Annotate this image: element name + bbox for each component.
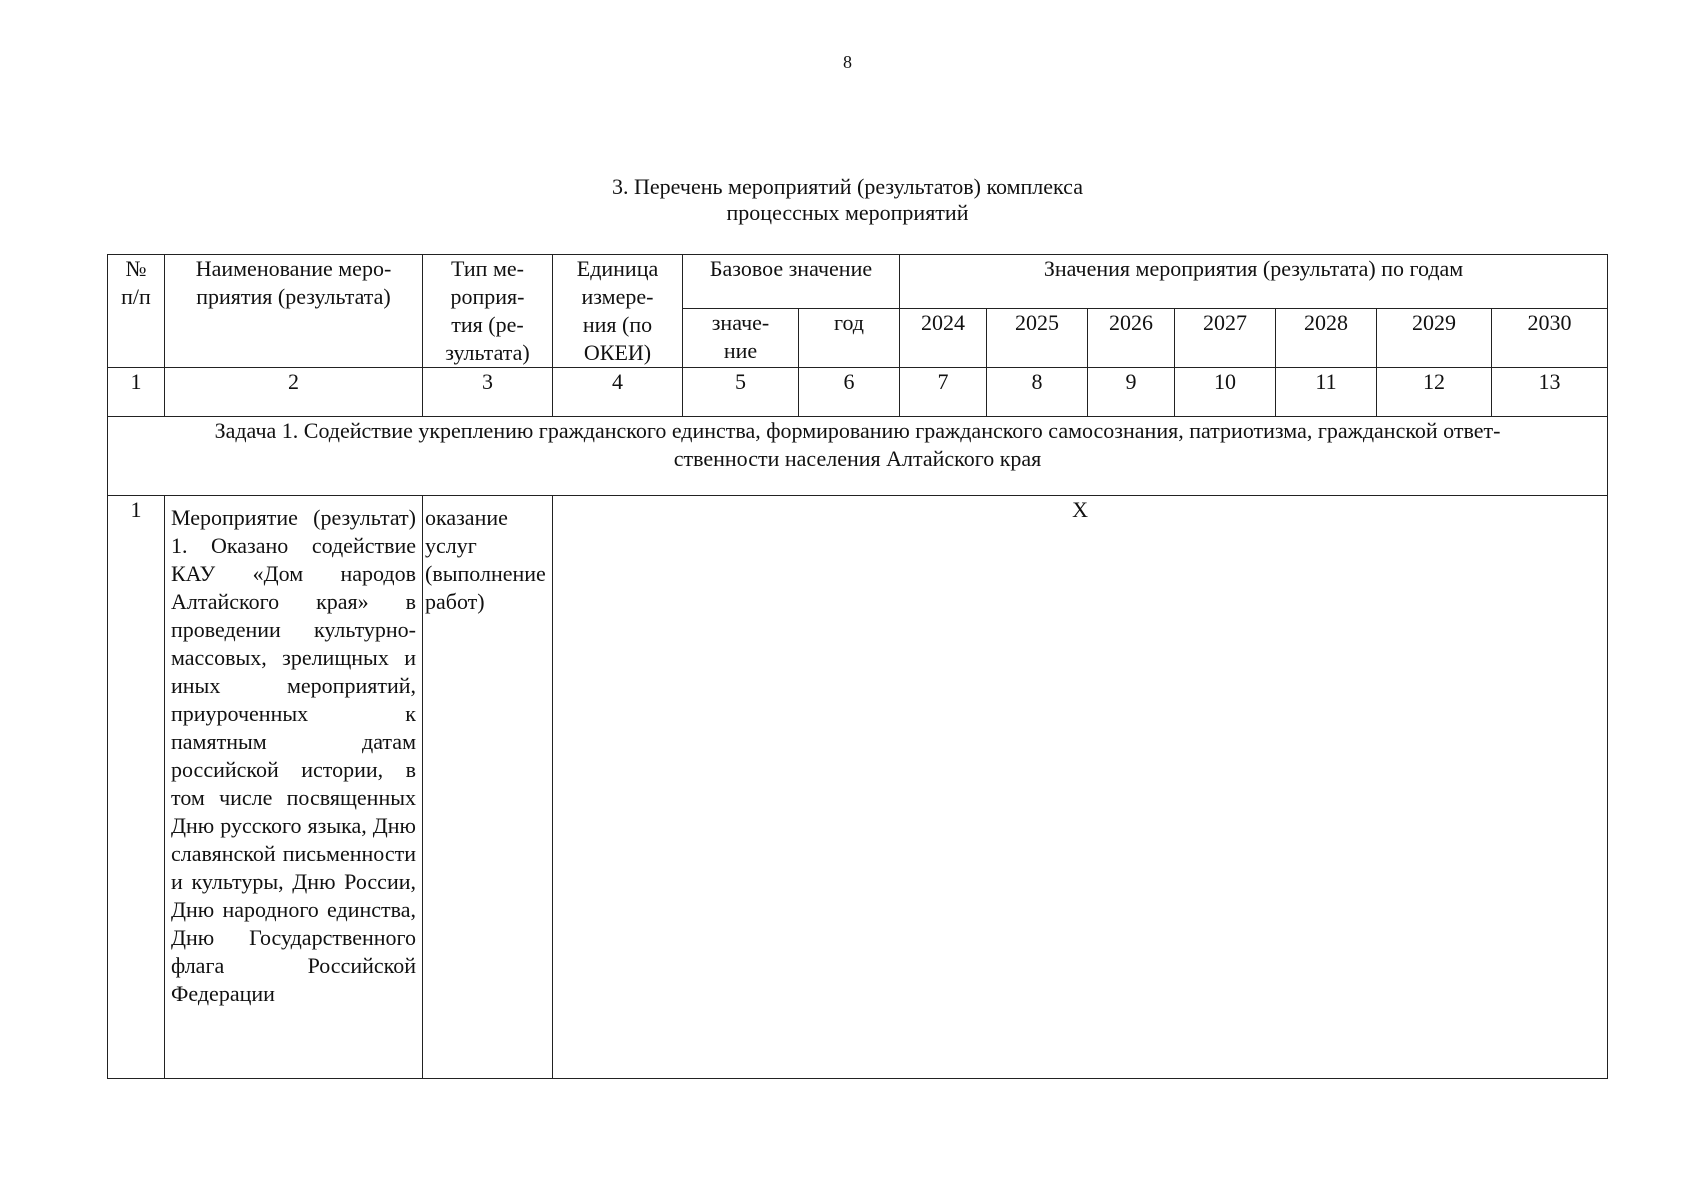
header-year: 2026 — [1088, 309, 1175, 368]
header-type-line: роприя- — [450, 284, 525, 309]
column-number: 13 — [1492, 368, 1608, 417]
header-unit — [553, 255, 683, 368]
header-name — [165, 255, 423, 368]
header-unit-line: ния (по — [582, 312, 653, 337]
header-year: 2028 — [1276, 309, 1377, 368]
task-heading — [108, 417, 1608, 496]
column-number: 1 — [108, 368, 165, 417]
column-number-row — [108, 368, 1608, 417]
task-row — [108, 417, 1608, 496]
title-line-2: процессных мероприятий — [726, 200, 969, 225]
header-base: Базовое значение — [683, 255, 900, 309]
header-year: 2025 — [987, 309, 1088, 368]
header-base-value — [683, 309, 799, 368]
row-activity-name: Мероприятие (результат) 1. Оказано содействие КАУ «Дом народов Алтайского края» в проведении культурно-массовых, зрелищных и иных мероприятий, приуроченных к памятным датам российской истории, в том числе посвященных Дню русского языка, Дню славянской письменности и культуры, Дню России, Дню народного единства, Дню Государственного флага Российской Федерации — [165, 496, 423, 1079]
header-base-value-line: ние — [723, 338, 758, 364]
header-type-line: Тип ме- — [451, 256, 524, 281]
table-row — [108, 496, 1608, 1079]
column-number: 6 — [799, 368, 900, 417]
header-year: 2030 — [1492, 309, 1608, 368]
task-heading-line: ственности населения Алтайского края — [673, 446, 1042, 471]
page-number: 8 — [843, 52, 852, 72]
header-type-line: тия (ре- — [451, 312, 524, 337]
header-unit-line: измере- — [581, 284, 654, 309]
column-number: 12 — [1377, 368, 1492, 417]
header-num — [108, 255, 165, 368]
header-unit-line: Единица — [576, 256, 659, 281]
header-year: 2027 — [1175, 309, 1276, 368]
column-number: 4 — [553, 368, 683, 417]
header-unit-line: ОКЕИ) — [583, 340, 652, 365]
column-number: 11 — [1276, 368, 1377, 417]
document-title — [0, 174, 1695, 226]
header-name-line: приятия (результата) — [196, 284, 391, 309]
header-type — [423, 255, 553, 368]
task-heading-line: Задача 1. Содействие укреплению гражданского единства, формированию гражданского самосознания, патриотизма, гражданской ответ- — [214, 418, 1501, 443]
header-base-year: год — [799, 309, 900, 368]
column-number: 5 — [683, 368, 799, 417]
header-num-line: № — [125, 256, 147, 281]
header-num-line: п/п — [121, 284, 151, 309]
column-number: 3 — [423, 368, 553, 417]
header-base-value-line: значе- — [711, 310, 770, 336]
header-name-line: Наименование меро- — [195, 256, 392, 281]
header-year: 2029 — [1377, 309, 1492, 368]
column-number: 10 — [1175, 368, 1276, 417]
header-years-group: Значения мероприятия (результата) по годам — [900, 255, 1608, 309]
header-year: 2024 — [900, 309, 987, 368]
column-number: 7 — [900, 368, 987, 417]
title-line-1: 3. Перечень мероприятий (результатов) комплекса — [612, 174, 1083, 199]
column-number: 8 — [987, 368, 1088, 417]
activities-table — [107, 254, 1608, 1079]
header-row — [108, 255, 1608, 309]
row-number: 1 — [108, 496, 165, 1079]
row-merged-values: Х — [553, 496, 1608, 1079]
row-activity-type: оказание услуг (выполнение работ) — [423, 496, 553, 1079]
header-type-line: зультата) — [445, 340, 530, 365]
column-number: 2 — [165, 368, 423, 417]
column-number: 9 — [1088, 368, 1175, 417]
